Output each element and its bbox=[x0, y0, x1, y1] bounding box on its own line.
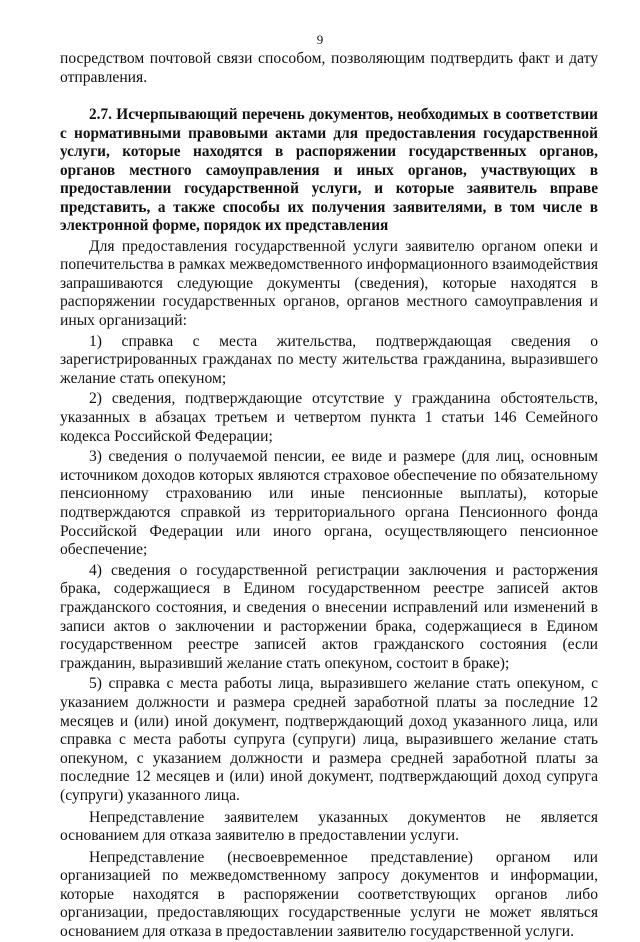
list-item-5: 5) справка с места работы лица, выразившего желание стать опекуном, с указанием должности и размера средней заработной платы за последние 12 месяцев и (или) иной документ, подтверждающий доход указанного лица, или справка с места работы супруга (супруги) лица, выразившего желание стать опекуном, с указанием должности и размера средней заработной платы за последние 12 месяцев и (или) иной документ, подтверждающий доход супруга (супруги) указанного лица. bbox=[60, 675, 598, 804]
list-item-4: 4) сведения о государственной регистрации заключения и расторжения брака, содержащиеся в Едином государственном реестре записей актов гражданского состояния, и сведения о внесении исправлений или изменений в записи актов о заключении и расторжении брака, содержащиеся в Едином государственном реестре записей актов гражданского состояния (если гражданин, выразивший желание стать опекуном, состоит в браке); bbox=[60, 561, 598, 672]
paragraph-intro: Для предоставления государственной услуги заявителю органом опеки и попечительства в рамках межведомственного информационного взаимодействия запрашиваются следующие документы (сведения), которые находятся в распоряжении государственных органов, органов местного самоуправления и иных организаций: bbox=[60, 237, 598, 330]
paragraph-late-submission: Непредставление (несвоевременное представление) органом или организацией по межведомственному запросу документов и информации, которые находятся в распоряжении соответствующих органов либо организации, предоставляющих государственные услуги не может являться основанием для отказа в предоставлении заявителю государственной услуги. bbox=[60, 848, 598, 941]
paragraph-nonsubmission: Непредставление заявителем указанных документов не является основанием для отказа заявителю в предоставлении услуги. bbox=[60, 808, 598, 845]
section-heading-2-7: 2.7. Исчерпывающий перечень документов, необходимых в соответствии с нормативными правовыми актами для предоставления государственной услуги, которые находятся в распоряжении государственных органов, органов местного самоуправления и иных органов, участвующих в предоставлении государственной услуги, и которые заявитель вправе представить, а также способы их получения заявителями, в том числе в электронной форме, порядок их представления bbox=[60, 106, 598, 235]
paragraph-continuation: посредством почтовой связи способом, позволяющим подтвердить факт и дату отправления. bbox=[60, 50, 598, 86]
list-item-2: 2) сведения, подтверждающие отсутствие у гражданина обстоятельств, указанных в абзацах третьем и четвертом пункта 1 статьи 146 Семейного кодекса Российской Федерации; bbox=[60, 390, 598, 445]
page-number: 9 bbox=[316, 32, 324, 47]
document-body bbox=[60, 50, 598, 942]
list-item-1: 1) справка с места жительства, подтверждающая сведения о зарегистрированных гражданах по месту жительства гражданина, выразившего желание стать опекуном; bbox=[60, 332, 598, 387]
list-item-3: 3) сведения о получаемой пенсии, ее виде и размере (для лиц, основным источником доходов которых являются страховое обеспечение по обязательному пенсионному страхованию или иные пенсионные выплаты), которые подтверждаются справкой из территориального органа Пенсионного фонда Российской Федерации или иного органа, осуществляющего пенсионное обеспечение; bbox=[60, 448, 598, 559]
